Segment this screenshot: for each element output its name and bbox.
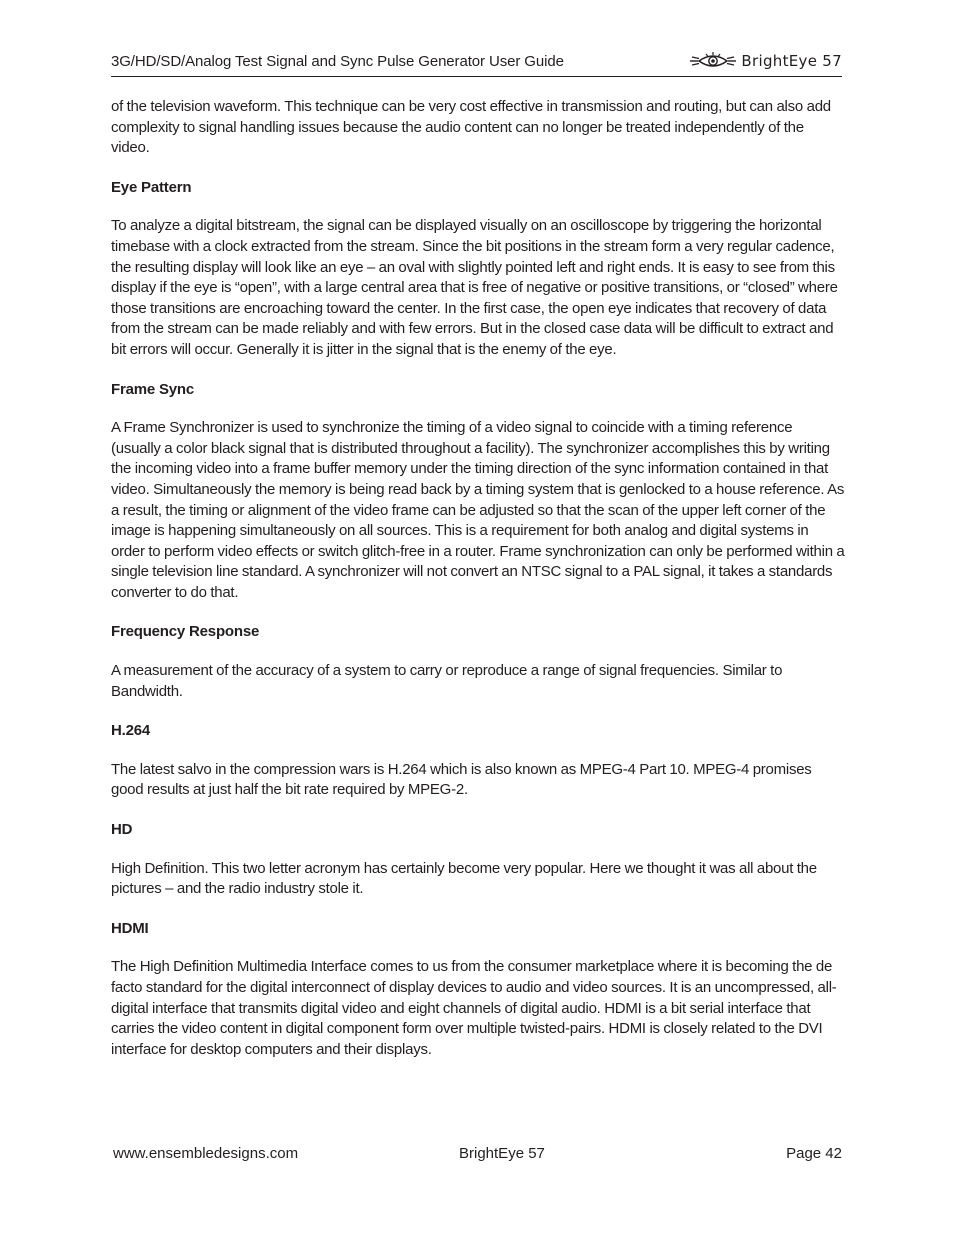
footer-product: BrightEye 57 [459,1145,545,1162]
footer-website: www.ensembledesigns.com [113,1145,299,1162]
section-heading-h264: H.264 [111,722,151,740]
brand [688,48,842,74]
section-body-eye-pattern: To analyze a digital bitstream, the signal can be displayed visually on an oscilloscope by triggering the horizontal timebase with a clock extracted from the stream. Since the bit positions in the stream form a very regular cadence, the resulting display will look like an eye – an oval with slightly pointed left and right ends. It is easy to see from this display if the eye is “open”, with a large central area that is free of negative or positive transitions, or “closed” where those transitions are encroaching toward the center. In the first case, the open eye indicates that recovery of data from the stream can be made reliably and with few errors. But in the closed case data will be difficult to extract and bit errors will occur. Generally it is jitter in the signal that is the enemy of the eye. [111,217,838,358]
page-content [111,97,845,1079]
section-body-h264: The latest salvo in the compression wars is H.264 which is also known as MPEG-4 Part 10. MPEG-4 promises good results at just half the bit rate required by MPEG-2. [111,760,812,799]
brighteye-eye-logo-icon [688,50,738,72]
page-footer [113,1145,842,1167]
section-heading-frequency-response: Frequency Response [111,623,260,641]
section-body-frame-sync: A Frame Synchronizer is used to synchronize the timing of a video signal to coincide with a timing reference (usually a color black signal that is distributed throughout a facility). The synchronizer accomplishes this by writing the incoming video into a frame buffer memory under the timing direction of the sync information contained in that video. Simultaneously the memory is being read back by a timing system that is genlocked to a house reference. As a result, the timing or alignment of the video frame can be adjusted so that the scan of the upper left corner of the image is happening simultaneously on all sources. This is a requirement for both analog and digital systems in order to perform video effects or switch glitch-free in a router. Frame synchronization can only be performed within a single television line standard. A synchronizer will not convert an NTSC signal to a PAL signal, it takes a standards converter to do that. [111,419,845,601]
footer-page-number: Page 42 [786,1145,842,1162]
section-body-hdmi: The High Definition Multimedia Interface comes to us from the consumer marketplace where it is becoming the de facto standard for the digital interconnect of display devices to audio and video sources. It is an uncompressed, all-digital interface that transmits digital video and eight channels of digital audio. HDMI is a bit serial interface that carries the video content in digital component form over multiple twisted-pairs. HDMI is closely related to the DVI interface for desktop computers and their displays. [111,958,837,1058]
section-heading-frame-sync: Frame Sync [111,380,195,398]
section-heading-hdmi: HDMI [111,919,149,937]
brand-name: BrightEye 57 [741,52,842,70]
intro-paragraph: of the television waveform. This technique can be very cost effective in transmission and routing, but can also add complexity to signal handling issues because the audio content can no longer be treated independently of the video. [111,98,831,157]
section-body-hd: High Definition. This two letter acronym has certainly become very popular. Here we thought it was all about the pictures – and the radio industry stole it. [111,859,817,898]
section-heading-eye-pattern: Eye Pattern [111,178,192,196]
section-heading-hd: HD [111,821,133,839]
page-header [111,48,842,77]
document-title: 3G/HD/SD/Analog Test Signal and Sync Pulse Generator User Guide [111,53,564,70]
section-body-frequency-response: A measurement of the accuracy of a system to carry or reproduce a range of signal frequencies. Similar to Bandwidth. [111,662,783,700]
